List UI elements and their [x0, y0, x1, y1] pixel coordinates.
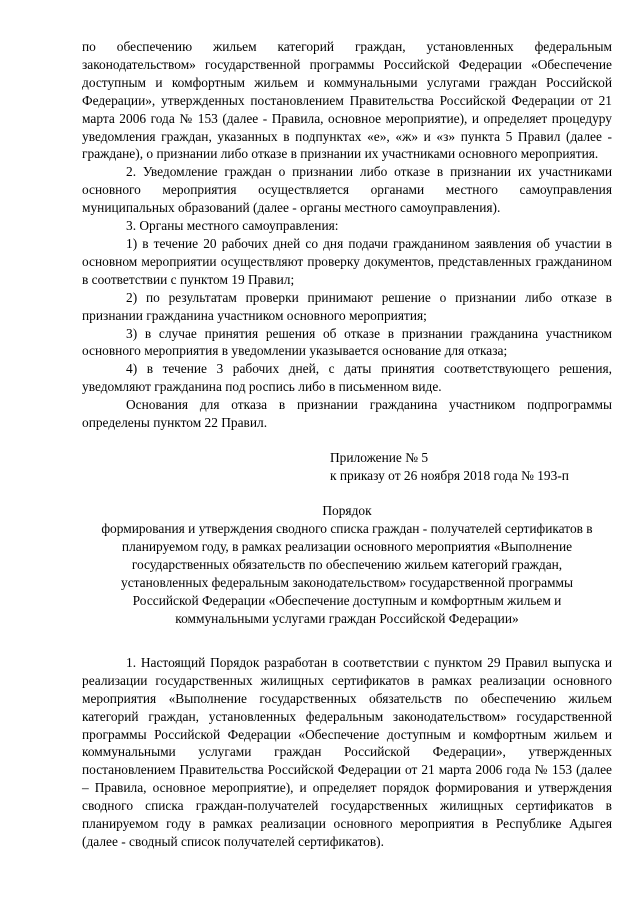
subitem-3: 3) в случае принятия решения об отказе в признании гражданина участником основного мероприятия в уведомлении указывается основание для отказа; — [82, 325, 612, 359]
document-subtitle: формирования и утверждения сводного списка граждан - получателей сертификатов в планируемом году, в рамках реализации основного мероприятия «Выполнение государственных обязательств по обеспечению жильем категорий граждан, установленных федеральным законодательством» государственной программы Российской Федерации «Обеспечение доступным и комфортным жильем и коммунальными услугами граждан Российской Федерации» — [101, 520, 593, 626]
subitem-4: 4) в течение 3 рабочих дней, с даты принятия соответствующего решения, уведомляют гражданина под роспись либо в письменном виде. — [82, 361, 612, 395]
appendix-number: Приложение № 5 — [330, 449, 429, 465]
subitem-2: 2) по результатам проверки принимают решение о признании либо отказе в признании гражданина участником основного мероприятия; — [82, 289, 612, 323]
appendix-header — [82, 449, 612, 485]
appendix-order-reference: к приказу от 26 ноября 2018 года № 193-п — [330, 467, 569, 483]
paragraph-continuation: по обеспечению жильем категорий граждан, установленных федеральным законодательством» государственной программы Российской Федерации «Обеспечение доступным и комфортным жильем и коммунальными услугами граждан Российской Федерации», утвержденных постановлением Правительства Российской Федерации от 21 марта 2006 года № 153 (далее - Правила, основное мероприятие), и определяет процедуру уведомления граждан, указанных в подпунктах «е», «ж» и «з» пункта 5 Правил (далее - граждане), о признании либо отказе в признании их участниками основного мероприятия. — [82, 39, 612, 162]
paragraph-refusal-grounds: Основания для отказа в признании гражданина участником подпрограммы определены пунктом 22 Правил. — [82, 397, 612, 431]
subitem-1: 1) в течение 20 рабочих дней со дня подачи гражданином заявления об участии в основном мероприятии осуществляют проверку документов, представленных гражданином в соответствии с пунктом 19 Правил; — [82, 235, 612, 287]
document-page — [82, 38, 612, 851]
document-title: Порядок — [322, 502, 372, 518]
spacer — [82, 628, 612, 654]
paragraph-item-2: 2. Уведомление граждан о признании либо отказе в признании их участниками основного мероприятия осуществляется органами местного самоуправления муниципальных образований (далее - органы местного самоуправления). — [82, 164, 612, 216]
paragraph-item-3: 3. Органы местного самоуправления: — [126, 218, 339, 234]
paragraph-item-1: 1. Настоящий Порядок разработан в соответствии с пунктом 29 Правил выпуска и реализации государственных жилищных сертификатов в рамках реализации основного мероприятия «Выполнение государственных обязательств по обеспечению жильем категорий граждан, установленных федеральным законодательством» государственной программы Российской Федерации «Обеспечение доступным и комфортным жильем и коммунальными услугами граждан Российской Федерации», утвержденных постановлением Правительства Российской Федерации от 21 марта 2006 года № 153 (далее – Правила, основное мероприятие), и определяет порядок формирования и утверждения сводного списка граждан-получателей государственных жилищных сертификатов в планируемом году в рамках реализации основного мероприятия в Республике Адыгея (далее - сводный список получателей сертификатов). — [82, 654, 612, 849]
